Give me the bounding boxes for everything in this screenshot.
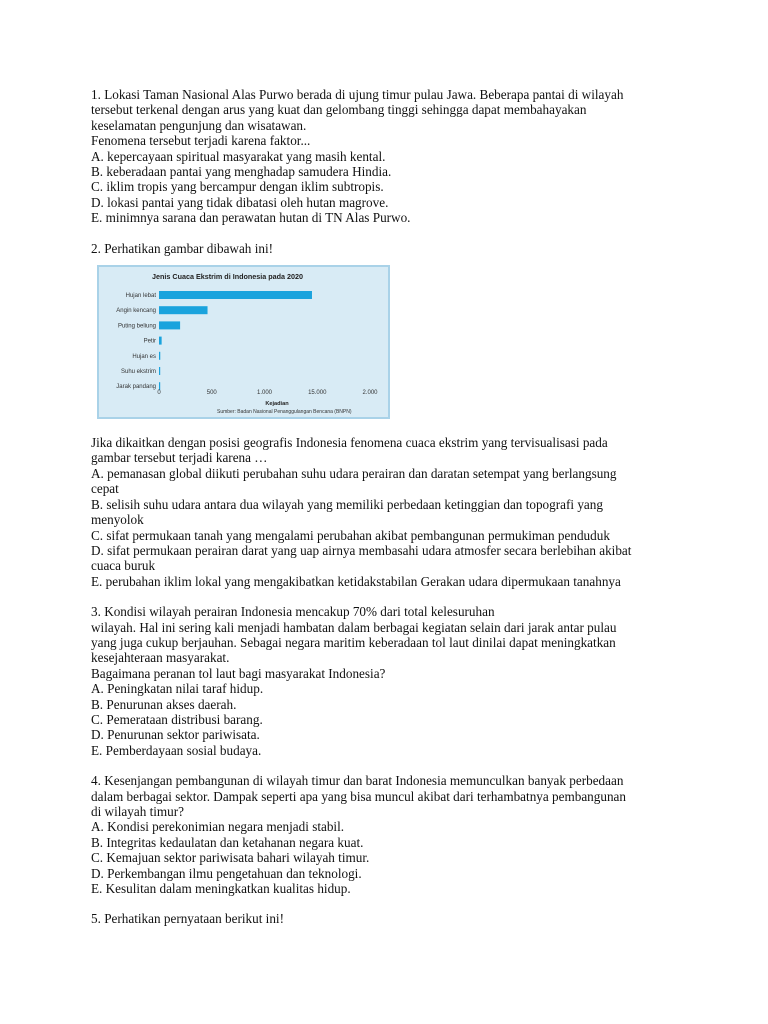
q4-option-b: B. Integritas kedaulatan dan ketahanan negara kuat. xyxy=(91,834,364,850)
q4-option-d: D. Perkembangan ilmu pengetahuan dan teknologi. xyxy=(91,865,362,881)
q2-option-b-cont: menyolok xyxy=(91,512,144,528)
document-page xyxy=(91,87,691,927)
weather-chart xyxy=(97,265,390,419)
q1-option-b: B. keberadaan pantai yang menghadap samudera Hindia. xyxy=(91,164,392,180)
q2-stem-line: Jika dikaitkan dengan posisi geografis Indonesia fenomena cuaca ekstrim yang tervisualisasi pada xyxy=(91,435,608,451)
q2-option-c: C. sifat permukaan tanah yang mengalami perubahan akibat pembangunan permukiman penduduk xyxy=(91,527,610,543)
chart-tick-label: 15.000 xyxy=(308,390,327,397)
q4-stem-line: di wilayah timur? xyxy=(91,804,185,819)
q5-intro: 5. Perhatikan pernyataan berikut ini! xyxy=(91,911,284,927)
q3-option-e: E. Pemberdayaan sosial budaya. xyxy=(91,742,262,758)
chart-category-label: Hujan es xyxy=(132,353,156,360)
chart-category-label: Angin kencang xyxy=(116,308,156,315)
q1-stem-line: tersebut terkenal dengan arus yang kuat dan gelombang tinggi sehingga dapat membahayakan xyxy=(91,102,587,118)
weather-chart-svg xyxy=(99,267,388,417)
q3-option-b: B. Penurunan akses daerah. xyxy=(91,696,237,712)
chart-bar xyxy=(159,337,162,345)
chart-source: Sumber: Badan Nasional Penanggulangan Bencana (BNPN) xyxy=(217,409,352,416)
q3-stem-line: wilayah. Hal ini sering kali menjadi hambatan dalam berbagai kegiatan selain dari jarak antar pulau xyxy=(91,619,617,635)
q4-stem-line: dalam berbagai sektor. Dampak seperti apa yang bisa muncul akibat dari terhambatnya pembangunan xyxy=(91,788,627,804)
chart-bar xyxy=(159,352,160,360)
chart-bar xyxy=(159,306,208,314)
q1-stem-line: 1. Lokasi Taman Nasional Alas Purwo berada di ujung timur pulau Jawa. Beberapa pantai di wilayah xyxy=(91,87,624,102)
chart-category-label: Puting beliung xyxy=(117,323,156,330)
chart-category-label: Petir xyxy=(143,338,156,345)
question-2 xyxy=(91,241,691,589)
q4-stem-line: 4. Kesenjangan pembangunan di wilayah timur dan barat Indonesia memunculkan banyak perbedaan xyxy=(91,773,624,789)
question-5 xyxy=(91,911,691,926)
chart-bar xyxy=(159,291,312,299)
q1-stem-line: keselamatan pengunjung dan wisatawan. xyxy=(91,117,307,133)
q3-option-d: D. Penurunan sektor pariwisata. xyxy=(91,727,260,743)
chart-bar xyxy=(159,367,160,375)
chart-tick-label: 500 xyxy=(206,390,217,397)
chart-bar xyxy=(159,382,160,390)
chart-bar xyxy=(159,321,180,329)
chart-tick-label: 0 xyxy=(157,390,161,397)
q2-option-a-cont: cepat xyxy=(91,481,119,497)
q2-option-b: B. selisih suhu udara antara dua wilayah yang memiliki perbedaan ketinggian dan topografi yang xyxy=(91,496,603,512)
q3-stem-line: yang juga cukup berjauhan. Sebagai negara maritim keberadaan tol laut dinilai dapat meningkatkan xyxy=(91,634,616,650)
question-1 xyxy=(91,87,691,226)
chart-category-label: Hujan lebat xyxy=(125,293,156,300)
q1-option-d: D. lokasi pantai yang tidak dibatasi oleh hutan magrove. xyxy=(91,194,389,210)
q2-option-d: D. sifat permukaan perairan darat yang uap airnya membasahi udara atmosfer secara berlebihan akibat xyxy=(91,542,632,558)
q3-option-a: A. Peningkatan nilai taraf hidup. xyxy=(91,681,264,697)
q2-option-d-cont: cuaca buruk xyxy=(91,558,156,574)
q2-intro: 2. Perhatikan gambar dibawah ini! xyxy=(91,240,274,256)
question-4 xyxy=(91,773,691,896)
chart-category-label: Jarak pandang xyxy=(116,384,156,391)
q3-stem-line: 3. Kondisi wilayah perairan Indonesia mencakup 70% dari total kelesuruhan xyxy=(91,604,495,620)
chart-tick-label: 2.000 xyxy=(362,390,378,397)
q1-stem-line: Fenomena tersebut terjadi karena faktor... xyxy=(91,133,311,149)
q4-option-c: C. Kemajuan sektor pariwisata bahari wilayah timur. xyxy=(91,850,370,866)
q4-option-a: A. Kondisi perekonimian negara menjadi stabil. xyxy=(91,819,345,835)
q1-option-a: A. kepercayaan spiritual masyarakat yang masih kental. xyxy=(91,148,386,164)
q2-option-a: A. pemanasan global diikuti perubahan suhu udara perairan dan daratan setempat yang berlangsung xyxy=(91,465,617,481)
chart-x-axis-label: Kejadian xyxy=(265,401,289,408)
chart-category-label: Suhu ekstrim xyxy=(120,369,156,376)
q2-option-e: E. perubahan iklim lokal yang mengakibatkan ketidakstabilan Gerakan udara dipermukaan tanahnya xyxy=(91,573,621,589)
question-3 xyxy=(91,604,691,758)
q1-option-e: E. minimnya sarana dan perawatan hutan di TN Alas Purwo. xyxy=(91,210,411,226)
q2-stem-line: gambar tersebut terjadi karena … xyxy=(91,450,268,466)
q1-option-c: C. iklim tropis yang bercampur dengan iklim subtropis. xyxy=(91,179,384,195)
q3-stem-line: Bagaimana peranan tol laut bagi masyarakat Indonesia? xyxy=(91,665,386,681)
chart-tick-label: 1.000 xyxy=(256,390,273,397)
q3-option-c: C. Pemerataan distribusi barang. xyxy=(91,711,263,727)
chart-title: Jenis Cuaca Ekstrim di Indonesia pada 2020 xyxy=(152,272,304,282)
q3-stem-line: kesejahteraan masyarakat. xyxy=(91,650,230,666)
q4-option-e: E. Kesulitan dalam meningkatkan kualitas hidup. xyxy=(91,881,351,897)
